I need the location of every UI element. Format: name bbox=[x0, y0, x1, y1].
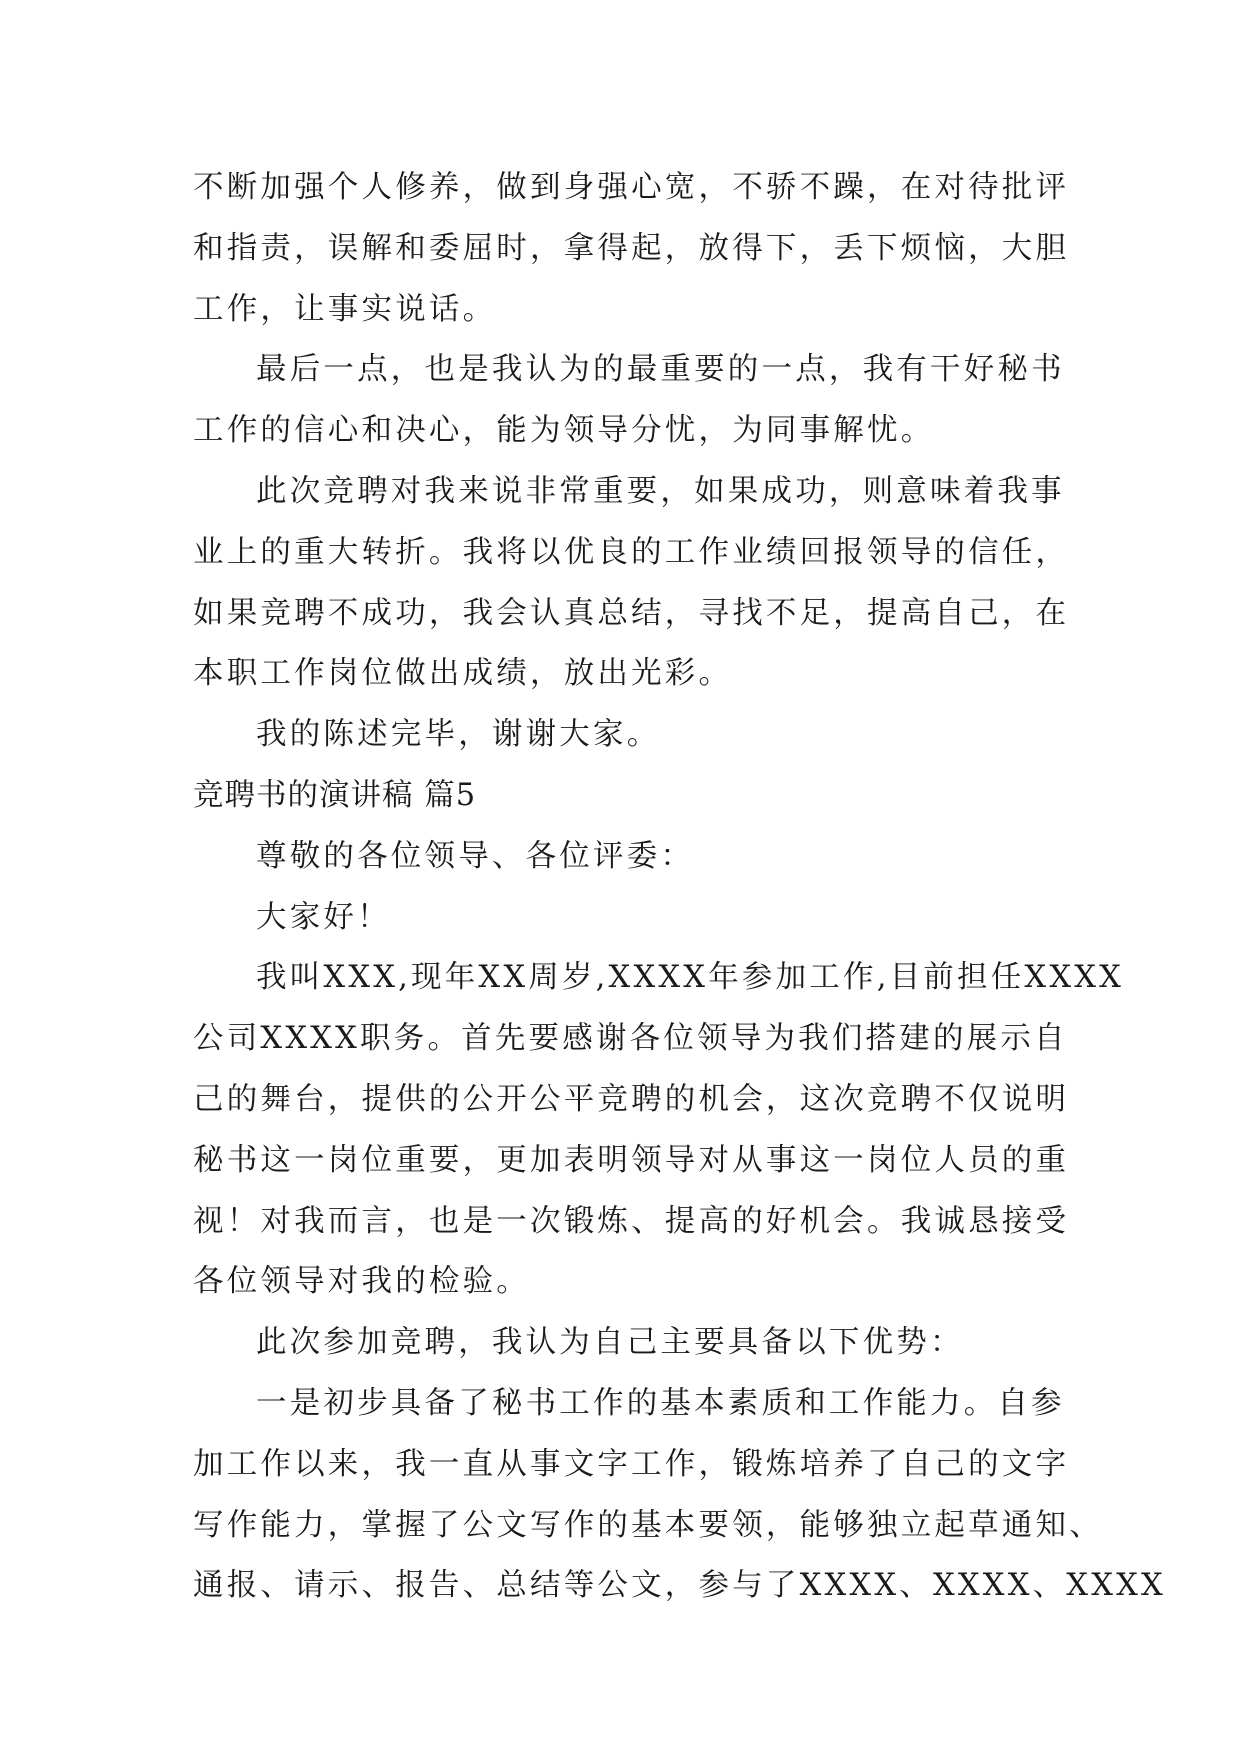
text-line: 不断加强个人修养，做到身强心宽，不骄不躁，在对待批评 bbox=[193, 170, 1070, 205]
document-body bbox=[193, 158, 1166, 1617]
text-line: 我叫XXX,现年XX周岁,XXXX年参加工作,目前担任XXXX bbox=[256, 960, 1125, 996]
text-line: 此次竞聘对我来说非常重要，如果成功，则意味着我事 bbox=[256, 473, 1065, 509]
text-line: 此次参加竞聘，我认为自己主要具备以下优势： bbox=[256, 1325, 964, 1361]
text-line: 业上的重大转折。我将以优良的工作业绩回报领导的信任， bbox=[193, 534, 1070, 570]
text-line: 己的舞台，提供的公开公平竞聘的机会，这次竞聘不仅说明 bbox=[193, 1081, 1070, 1117]
text-line: 我的陈述完毕，谢谢大家。 bbox=[256, 717, 661, 753]
text-line: 一是初步具备了秘书工作的基本素质和工作能力。自参 bbox=[256, 1385, 1065, 1421]
text-line: 秘书这一岗位重要，更加表明领导对从事这一岗位人员的重 bbox=[193, 1142, 1070, 1178]
text-line: 写作能力，掌握了公文写作的基本要领，能够独立起草通知、 bbox=[193, 1507, 1103, 1543]
text-line: 工作，让事实说话。 bbox=[193, 291, 497, 327]
text-line: 如果竞聘不成功，我会认真总结，寻找不足，提高自己，在 bbox=[193, 595, 1070, 631]
text-line: 大家好！ bbox=[256, 899, 391, 935]
section-heading: 竞聘书的演讲稿 篇5 bbox=[193, 777, 477, 813]
text-line: 工作的信心和决心，能为领导分忧，为同事解忧。 bbox=[193, 413, 935, 449]
text-line: 视！对我而言，也是一次锻炼、提高的好机会。我诚恳接受 bbox=[193, 1203, 1070, 1239]
text-line: 最后一点，也是我认为的最重要的一点，我有干好秘书 bbox=[256, 352, 1065, 388]
text-line: 公司XXXX职务。首先要感谢各位领导为我们搭建的展示自 bbox=[193, 1021, 1068, 1057]
text-line: 尊敬的各位领导、各位评委： bbox=[256, 838, 695, 874]
text-line: 加工作以来，我一直从事文字工作，锻炼培养了自己的文字 bbox=[193, 1446, 1070, 1482]
text-line: 各位领导对我的检验。 bbox=[193, 1264, 530, 1300]
text-line: 和指责，误解和委屈时，拿得起，放得下，丢下烦恼，大胆 bbox=[193, 230, 1070, 266]
text-line: 通报、请示、报告、总结等公文，参与了XXXX、XXXX、XXXX bbox=[193, 1568, 1166, 1604]
text-line: 本职工作岗位做出成绩，放出光彩。 bbox=[193, 656, 733, 692]
